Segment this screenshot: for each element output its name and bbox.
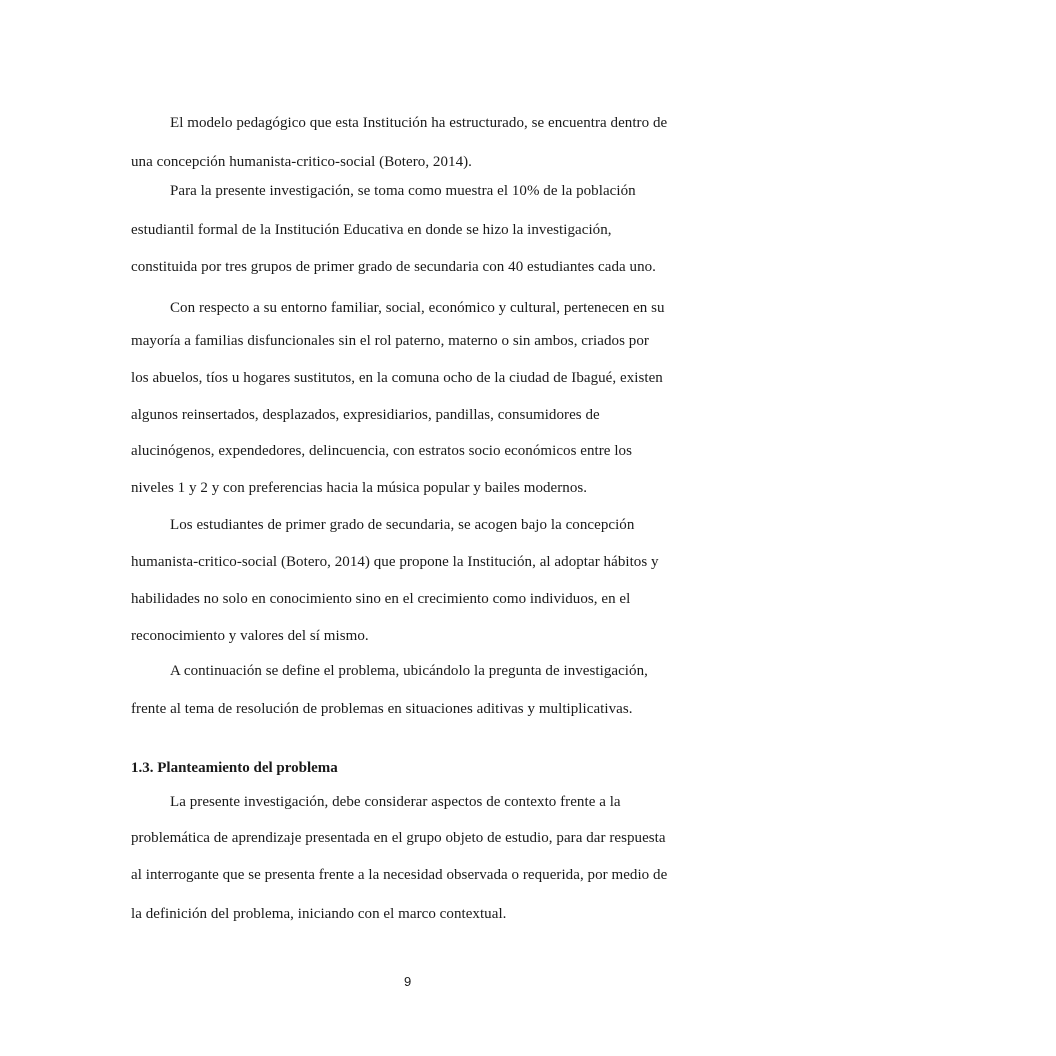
paragraph-3-line-4: algunos reinsertados, desplazados, expresidiarios, pandillas, consumidores de [131,407,600,423]
paragraph-4-line-3: habilidades no solo en conocimiento sino en el crecimiento como individuos, en el [131,591,631,607]
paragraph-3-line-2: mayoría a familias disfuncionales sin el rol paterno, materno o sin ambos, criados por [131,333,649,349]
paragraph-5-line-2: frente al tema de resolución de problemas en situaciones aditivas y multiplicativas. [131,701,633,717]
paragraph-4-line-4: reconocimiento y valores del sí mismo. [131,628,369,644]
paragraph-2-line-1: Para la presente investigación, se toma como muestra el 10% de la población [170,183,636,199]
paragraph-3-line-5: alucinógenos, expendedores, delincuencia, con estratos socio económicos entre los [131,443,632,459]
paragraph-1-line-1: El modelo pedagógico que esta Institución ha estructurado, se encuentra dentro de [170,115,668,131]
paragraph-3-line-3: los abuelos, tíos u hogares sustitutos, en la comuna ocho de la ciudad de Ibagué, existen [131,370,663,386]
paragraph-3-line-1: Con respecto a su entorno familiar, social, económico y cultural, pertenecen en su [170,300,665,316]
paragraph-6-line-3: al interrogante que se presenta frente a la necesidad observada o requerida, por medio de [131,867,668,883]
section-heading: 1.3. Planteamiento del problema [131,760,338,776]
page-number: 9 [404,974,412,989]
paragraph-2-line-3: constituida por tres grupos de primer grado de secundaria con 40 estudiantes cada uno. [131,259,656,275]
paragraph-1-line-2: una concepción humanista-critico-social (Botero, 2014). [131,154,472,170]
paragraph-6-line-1: La presente investigación, debe considerar aspectos de contexto frente a la [170,794,621,810]
paragraph-5-line-1: A continuación se define el problema, ubicándolo la pregunta de investigación, [170,663,648,679]
paragraph-4-line-1: Los estudiantes de primer grado de secundaria, se acogen bajo la concepción [170,517,635,533]
paragraph-3-line-6: niveles 1 y 2 y con preferencias hacia la música popular y bailes modernos. [131,480,588,496]
paragraph-2-line-2: estudiantil formal de la Institución Educativa en donde se hizo la investigación, [131,222,612,238]
paragraph-4-line-2: humanista-critico-social (Botero, 2014) que propone la Institución, al adoptar hábitos y [131,554,659,570]
paragraph-6-line-4: la definición del problema, iniciando con el marco contextual. [131,906,507,922]
paragraph-6-line-2: problemática de aprendizaje presentada en el grupo objeto de estudio, para dar respuesta [131,830,666,846]
